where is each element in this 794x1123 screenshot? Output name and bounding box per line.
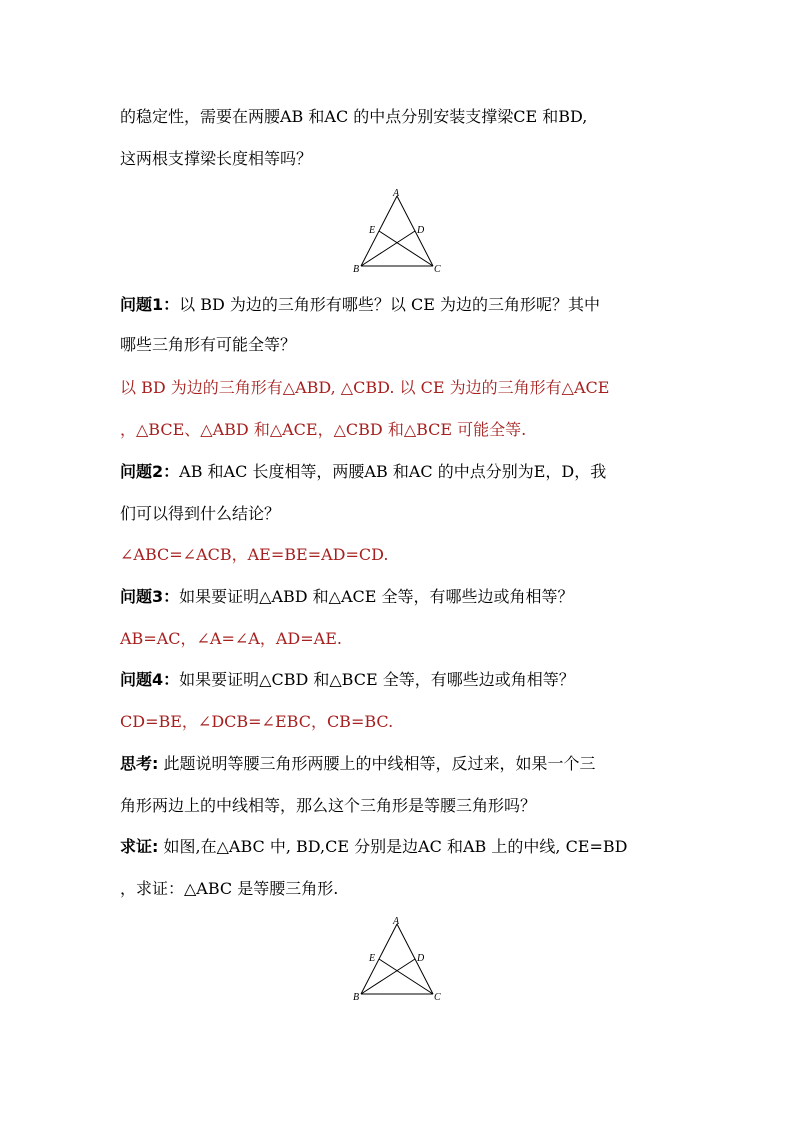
question-2-label: 问题2：	[120, 462, 180, 481]
question-1-label: 问题1：	[120, 295, 180, 314]
label-d: D	[417, 953, 425, 964]
question-1-text: 以 BD 为边的三角形有哪些？以 CE 为边的三角形呢？其中	[179, 295, 600, 314]
question-4	[120, 669, 680, 691]
answer-2: ∠ABC=∠ACB，AE=BE=AD=CD.	[120, 545, 389, 564]
label-e: E	[369, 953, 376, 964]
prove-cont: ，求证：△ABC 是等腰三角形.	[120, 879, 339, 898]
label-e: E	[369, 225, 376, 236]
question-1-cont: 哪些三角形有可能全等？	[120, 335, 297, 354]
question-4-label: 问题4：	[120, 670, 180, 689]
question-4-text: 如果要证明△CBD 和△BCE 全等，有哪些边或角相等？	[179, 670, 575, 689]
answer-3: AB=AC，∠A=∠A，AD=AE.	[120, 629, 342, 648]
label-c: C	[434, 992, 441, 1003]
question-2-cont: 们可以得到什么结论？	[120, 504, 281, 523]
prove	[120, 836, 680, 858]
question-2-text: AB 和AC 长度相等，两腰AB 和AC 的中点分别为E，D，我	[179, 462, 607, 481]
answer-1-line-2: ，△BCE、△ABD 和△ACE，△CBD 和△BCE 可能全等.	[120, 420, 527, 439]
question-3	[120, 586, 680, 608]
prove-text: 如图,在△ABC 中, BD,CE 分别是边AC 和AB 上的中线, CE=BD	[163, 837, 628, 856]
think-text: 此题说明等腰三角形两腰上的中线相等，反过来，如果一个三	[163, 754, 596, 773]
label-a: A	[393, 916, 400, 927]
intro-line-2: 这两根支撑梁长度相等吗？	[120, 149, 313, 168]
label-b: B	[353, 992, 360, 1003]
triangle-figure-2	[345, 914, 445, 1004]
intro-line-1: 的稳定性，需要在两腰AB 和AC 的中点分别安装支撑梁CE 和BD,	[120, 107, 588, 126]
think	[120, 753, 680, 775]
label-a: A	[393, 188, 400, 199]
label-b: B	[353, 264, 360, 275]
answer-1-line-1: 以 BD 为边的三角形有△ABD, △CBD. 以 CE 为边的三角形有△ACE	[120, 378, 610, 397]
answer-4: CD=BE，∠DCB=∠EBC，CB=BC.	[120, 712, 394, 731]
question-3-text: 如果要证明△ABD 和△ACE 全等，有哪些边或角相等？	[179, 587, 574, 606]
question-3-label: 问题3：	[120, 587, 180, 606]
prove-label: 求证:	[120, 837, 159, 856]
think-label: 思考:	[120, 754, 159, 773]
think-cont: 角形两边上的中线相等，那么这个三角形是等腰三角形吗？	[120, 796, 537, 815]
question-1	[120, 294, 680, 316]
label-c: C	[434, 264, 441, 275]
label-d: D	[417, 225, 425, 236]
triangle-figure-1	[345, 186, 445, 276]
question-2	[120, 461, 680, 483]
